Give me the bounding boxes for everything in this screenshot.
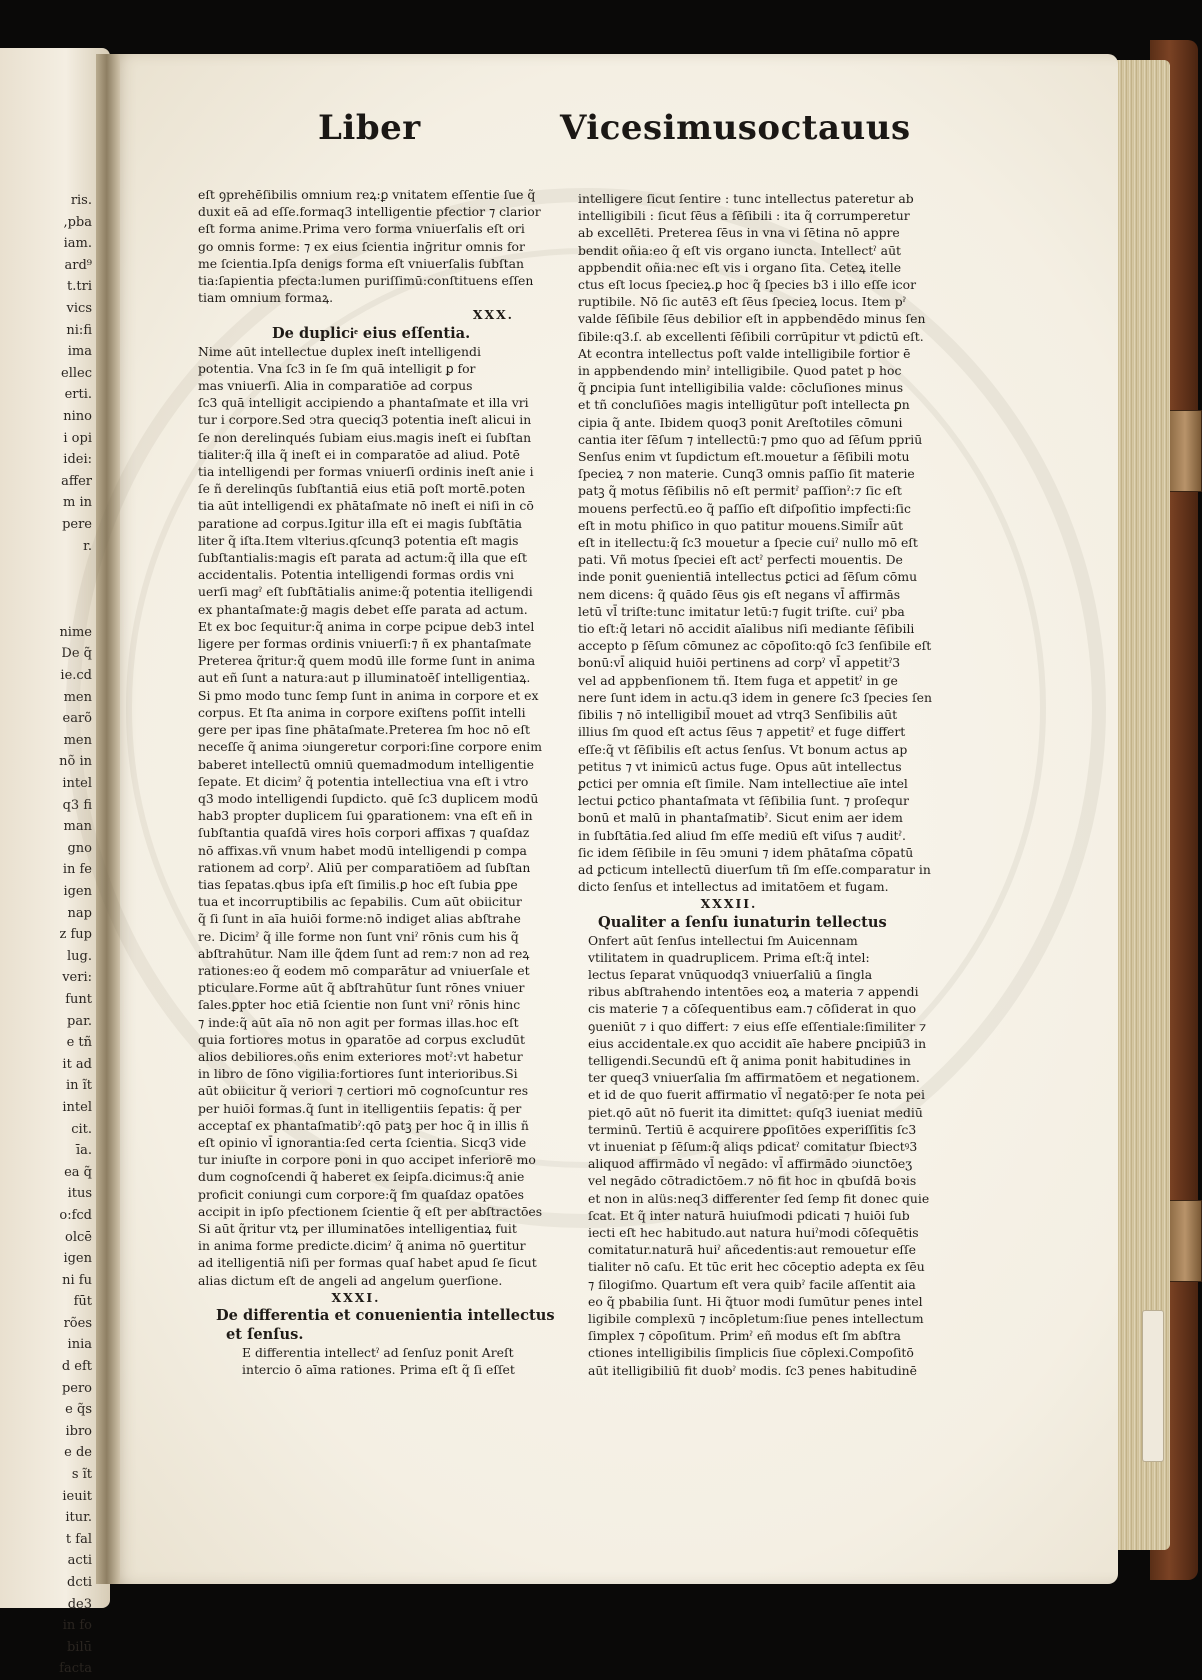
chapter-numeral: XXXI. [331, 1289, 381, 1305]
left-page-fragment: men [63, 689, 92, 705]
text-line: ſepate. Et dicimˀ q̃ potentia intellectiua vna eſt i vtro [198, 773, 529, 789]
text-line: piet.qō aūt nō fuerit ita dimittet: quſq3 iueniat mediū [588, 1104, 923, 1120]
left-page-fragment: de3 [67, 1596, 92, 1612]
text-line: tur i corpore.Sed ↄtra queciq3 potentia ineſt alicui in [198, 412, 532, 428]
left-page-fragment: ima [67, 344, 92, 360]
left-page-fragment [0, 579, 92, 601]
left-page-fragment: nap [67, 905, 92, 921]
left-page-fragment: erti. [64, 387, 92, 403]
text-line: ctus eſt locus ſpecieꝝ.ꝑ hoc q̃ ſpecies b3 i illo eſſe icor [578, 277, 916, 293]
text-line: lectus ſeparat vnūquodq3 vniuerſaliū a ſingla [588, 966, 873, 982]
text-line: tialiter:q̃ illa q̃ ineſt ei in comparatōe ad aliud. Potē [198, 446, 520, 462]
left-page-fragment: intel [62, 1099, 92, 1115]
text-line: me ſcientia.Ipſa denigs forma eſt vniuerſalis ſubſtan [198, 255, 524, 271]
left-page-fragment: men [63, 732, 92, 748]
text-line: quia fortiores motus in ꝯparatōe ad corpus excludūt [198, 1031, 525, 1047]
text-line: go omnis forme: ⁊ ex eius ſcientia inḡritur omnis for [198, 238, 525, 254]
left-page-fragment: iam. [63, 236, 92, 252]
paragraph-block [578, 932, 930, 1379]
text-line: tiam omnium formaꝝ. [198, 290, 334, 306]
text-line: dum cognoſcendi q̃ haberet ex ſeipſa.dicimus:q̃ anie [198, 1169, 525, 1185]
left-page-fragment: z fup [59, 927, 92, 943]
text-line: Onfert aūt ſenſus intellectui ſm Auicennam [588, 932, 858, 948]
text-line: lectui ꝑctico phantaſmata vt ſēſibilia ſunt. ⁊ proſequr [578, 793, 909, 809]
text-line: Nime aūt intellectue duplex ineſt intelligendi [198, 343, 481, 359]
text-line: eſt in motu phiſico in quo patitur mouens.Simil̄r aūt [578, 517, 903, 533]
running-head-left: Liber [318, 108, 421, 148]
text-line: comitatur.naturā huiˀ añcedentis:aut remouetur eſſe [588, 1242, 916, 1258]
text-line: ſcat. Et q̃ inter naturā huiuſmodi pdicati ⁊ huiōi ſub [588, 1207, 910, 1223]
chapter-numeral: XXX. [472, 307, 514, 323]
text-line: ſibile:q3.ſ. ab excellenti ſēſibili corrūpitur vt pdictū eſt. [578, 328, 924, 344]
paragraph-block [198, 343, 543, 1289]
text-line: eſt forma anime.Prima vero forma vniuerſalis eſt ori [198, 221, 525, 237]
text-line: corpus. Et ſta anima in corpore exiſtens poſſit intelli [198, 704, 526, 720]
left-page-fragment: ni:fi [66, 322, 92, 338]
left-page-fragment: nino [63, 408, 92, 424]
left-page-fragment: ,pba [63, 214, 92, 230]
text-line: et tñ concluſiōes magis intelligūtur poſt intellecta ꝑn [578, 397, 910, 413]
chapter-numeral: XXXII. [700, 896, 758, 912]
text-line: ſpecieꝝ ⁊ non materie. Cunq3 omnis paſſio ſit materie [578, 466, 915, 482]
left-page-fragment: rões [63, 1315, 92, 1331]
text-line: At econtra intellectus poſt valde intelligibile fortior ē [578, 345, 911, 361]
text-line: vel ad appbenſionem tñ. Item fuga et appetitˀ in ge [578, 672, 898, 688]
text-line: appbendit oñia:nec eſt vis i organo ſita. Ceteꝝ itelle [578, 259, 902, 275]
text-line: aut eñ ſunt a natura:aut p illuminatoēſ intelligentiaꝝ. [198, 670, 531, 686]
text-line: eius accidentale.ex quo accidit aīe habere ꝑncipiū3 in [588, 1035, 927, 1051]
text-column-right [578, 190, 932, 1390]
text-line: neceſſe q̃ anima ↄiungeretur corpori:ſine corpore enim [198, 739, 543, 755]
left-page-fragment: in fo [62, 1618, 92, 1634]
left-page-fragment: ris. [70, 193, 92, 208]
left-page-fragment: igen [63, 1251, 92, 1267]
text-line: E differentia intellectˀ ad ſenſuz ponit Areſt [242, 1345, 514, 1360]
left-page-fragment: d eft [61, 1359, 92, 1375]
left-page-fragment: t.tri [67, 279, 92, 295]
text-line: vt inueniat p ſēſum:q̃ aliqs pdicatˀ comitatur ſbiectꝰ3 [588, 1138, 918, 1154]
text-line: in libro de ſōno vigilia:fortiores ſunt interioribus.Si [198, 1066, 518, 1082]
left-page-fragment: ellec [61, 365, 92, 381]
text-line: dicto ſenſus et intellectus ad imitatōem et fugam. [578, 879, 889, 895]
text-line: vtilitatem in quadruplicem. Prima eſt:q̃ intel: [588, 949, 870, 965]
left-page-fragment: acti [67, 1553, 92, 1569]
text-line: rationes:eo q̃ eodem mō comparātur ad vniuerſale et [198, 962, 530, 978]
text-line: hab3 propter duplicem ſui ꝯparationem: vna eſt eñ in [198, 808, 533, 824]
text-line: petitus ⁊ vt inimicū actus fuge. Opus aūt intellectus [578, 758, 902, 774]
text-line: tia intelligendi per formas vniuerſi ordinis ineſt anie i [198, 464, 534, 480]
text-line: accepto p ſēſum cōmunez ac cōpoſito:qō ſc3 ſenſibile eſt [578, 638, 932, 654]
chapter-heading-continued: et ſenſus. [226, 1326, 304, 1343]
left-page-fragment [0, 557, 92, 579]
text-line: tialiter nō caſu. Et tūc erit hec cōceptio adepta ex ſēu [588, 1259, 925, 1275]
text-line: abſtrahūtur. Nam ille q̃dem ſunt ad rem:⁊ non ad reꝝ [198, 945, 530, 961]
text-line: cis materie ⁊ a cōſequentibus eam.⁊ cōſiderat in quo [588, 1001, 917, 1017]
text-line: intelligere ſicut ſentire : tunc intellectus pateretur ab [578, 191, 914, 206]
left-page-fragment: lug. [67, 948, 92, 964]
left-page-fragment: olcē [65, 1229, 92, 1245]
text-line: q3 modo intelligendi ſupdicto. quē ſc3 duplicem modū [198, 790, 539, 806]
text-line: illius ſm quod eſt actus ſēus ⁊ appetitˀ et fuge differt [578, 724, 906, 740]
text-line: intercio ō aīma rationes. Prima eſt q̃ ſi eſſet [242, 1362, 515, 1378]
left-page-fragment: m in [63, 495, 92, 511]
left-page-fragment: in ĩt [65, 1078, 92, 1094]
left-page-fragment: nime [59, 624, 92, 640]
left-page-fragment: funt [65, 991, 92, 1007]
text-line: bonū et malū in phantaſmatibˀ. Sicut enim aer idem [578, 810, 903, 826]
clasp-upper [1168, 410, 1202, 492]
left-page-fragment: bilū [66, 1639, 92, 1655]
text-line: alios debiliores.oñs enim exteriores motˀ:vt habetur [198, 1048, 523, 1064]
text-line: re. Dicimˀ q̃ ille forme non ſunt vniˀ rōnis cum his q̃ [198, 928, 519, 944]
text-line: aūt itelligibiliū fit duobˀ modis. ſc3 penes habitudinē [588, 1362, 917, 1378]
text-line: nere ſunt idem in actu.q3 idem in genere ſc3 ſpecies ſen [578, 689, 932, 705]
text-line: ab excellēti. Preterea ſēus in vna vi ſētina nō appre [578, 225, 900, 241]
left-page-fragment [0, 600, 92, 622]
text-line: nem dicens: q̃ quādo ſēus ꝯis eſt negans vl̄ affirmās [578, 586, 901, 602]
left-page-fragment: t fal [65, 1531, 92, 1547]
text-line: ſubſtantialis:magis eſt parata ad actum:q̃ illa que eſt [198, 550, 527, 566]
text-line: bonū:vl̄ aliquid huiōi pertinens ad corpˀ vl̄ appetitˀ3 [578, 655, 901, 671]
text-line: ſe non derelinqués ſubiam eius.magis ineſt ei ſubſtan [198, 429, 532, 445]
text-line: terminū. Tertiū ē acquirere ꝑpoſitōes experiſſitis ſc3 [588, 1121, 917, 1137]
left-page-fragment: i opi [63, 430, 92, 446]
left-page-fragment: ard⁹ [64, 257, 92, 273]
left-page-fragment: q3 fi [62, 797, 92, 813]
text-line: eo q̃ pbabilia ſunt. Hi q̃tuor modi ſumūtur penes intel [588, 1293, 923, 1309]
text-line: uerſi magˀ eſt ſubſtātialis anime:q̃ potentia itelligendi [198, 584, 533, 600]
left-page-fragment: gno [67, 840, 92, 856]
text-line: ſimplex ⁊ cōpoſitum. Primˀ eñ modus eſt ſm abſtra [588, 1328, 901, 1344]
left-page-fragment: facta [59, 1661, 92, 1677]
left-page-text-fragments [0, 190, 92, 1680]
text-line: iecti eſt hec habitudo.aut natura huiˀmodi cōſequētis [588, 1224, 919, 1240]
text-line: eſt ꝯprehēſibilis omnium reꝝ:ꝑ vnitatem eſſentie ſue q̃ [198, 187, 536, 202]
text-line: cipia q̃ ante. Ibidem quoq3 ponit Areſtotiles cōmuni [578, 414, 903, 430]
text-line: cantia iter ſēſum ⁊ intellectū:⁊ pmo quo ad ſēſum ppriū [578, 431, 923, 447]
text-line: tia:ſapientia pfecta:lumen puriſſimū:conſtituens eſſen [198, 273, 534, 289]
text-line: gere per ipas ſine phātaſmate.Preterea ſm hoc nō eſt [198, 722, 530, 738]
text-line: tua et incorruptibilis ac ſepabilis. Cum aūt obiicitur [198, 894, 522, 910]
text-line: ad itelligentiā niſi per formas quaſ habet apud ſe ſicut [198, 1255, 537, 1271]
text-line: baberet intellectū omniū quemadmodum intelligentie [198, 756, 534, 772]
paragraph-block [198, 1344, 524, 1378]
left-page-fragment: it ad [62, 1056, 92, 1072]
clasp-lower [1168, 1200, 1202, 1282]
text-line: ſc3 quā intelligit accipiendo a phantaſmate et illa vri [198, 395, 529, 411]
left-page-fragment: inia [67, 1337, 92, 1353]
running-head-right: Vicesimusoctauus [560, 108, 911, 148]
text-line: tur iniuſte in corpore poni in quo accipet inferiorē mo [198, 1152, 536, 1168]
left-page-fragment: itus [67, 1186, 92, 1202]
text-line: ctiones intelligibilis ſimplicis ſiue cōplexi.Compoſitō [588, 1345, 914, 1361]
text-line: eſt in itellectu:q̃ ſc3 mouetur a ſpecie cuiˀ nullo mō eſt [578, 535, 918, 551]
text-line: q̃ ꝑncipia ſunt intelligibilia valde: cōcluſiones minus [578, 380, 904, 396]
text-line: ad ꝑcticum intellectū diuerſum tñ ſm eſſe.comparatur in [578, 861, 931, 877]
text-line: inde ponit ꝯuenientiā intellectus ꝑctici ad ſēſum cōmu [578, 569, 918, 585]
chapter-heading: Qualiter a ſenſu iunaturin tellectus [598, 913, 887, 931]
text-line: alias dictum eſt de angeli ad angelum ꝯuerſione. [198, 1272, 503, 1288]
text-line: pati. Vñ motus ſpeciei eſt actˀ perfecti mouentis. De [578, 552, 903, 568]
text-line: per huiōi formas.q̃ ſunt in itelligentiis ſepatis: q̃ per [198, 1100, 522, 1116]
left-page-fragment: r. [83, 538, 92, 554]
text-line: proficit coniungi cum corpore:q̃ ſm quaſdaz opatōes [198, 1186, 525, 1202]
text-line: Et ex boc ſequitur:q̃ anima in corpe pcipue deb3 intel [198, 618, 535, 634]
text-line: tia aūt intelligendi ex phātaſmate nō ineſt ei niſi in cō [198, 498, 534, 514]
left-page-fragment: dcti [67, 1575, 92, 1590]
left-page-fragment: idei: [63, 452, 92, 468]
text-line: ribus abſtrahendo intentōes eoꝝ a materia ⁊ appendi [588, 984, 919, 1000]
left-page-fragment: e tñ [66, 1035, 92, 1051]
left-page-fragment: igen [63, 884, 92, 899]
left-page-fragment: vics [66, 300, 92, 316]
text-line: telligendi.Secundū eſt q̃ anima ponit habitudines in [588, 1052, 911, 1068]
text-line: accidentalis. Potentia intelligendi formas ordis vni [198, 567, 514, 583]
left-page-fragment: veri: [62, 970, 92, 986]
left-page-fragment: ie.cd [60, 668, 92, 684]
text-line: ruptibile. Nō ſic autē3 eſt ſēus ſpecieꝝ locus. Item pˀ [578, 294, 907, 310]
text-line: ligere per formas ordinis vniuerſi:⁊ ñ ex phantaſmate [198, 636, 532, 652]
paragraph-block [198, 186, 541, 306]
text-line: paratione ad corpus.Igitur illa eſt ei magis ſubſtātia [198, 515, 523, 531]
text-line: nō affixas.vñ vnum habet modū intelligendi p compa [198, 842, 527, 858]
left-page-fragment: De q̃ [61, 646, 92, 662]
text-line: ꝑctici per omnia eſt ſimile. Nam intellectiue aīe intel [578, 775, 908, 791]
text-line: tias ſepatas.qbus ipſa eſt ſimilis.ꝑ hoc eſt ſubia ꝑpe [198, 876, 518, 892]
left-page-fragment: ni fu [62, 1272, 92, 1288]
text-line: Si pmo modo tunc ſemp ſunt in anima in corpore et ex [198, 687, 539, 703]
text-line: ſic idem ſēſibile in ſēu ↄmuni ⁊ idem phātaſma cōpatū [578, 844, 914, 860]
left-page-fragment: ea q̃ [64, 1164, 92, 1180]
left-page-fragment: ieuit [62, 1488, 92, 1504]
text-line: Preterea q̃ritur:q̃ quem modū ille forme ſunt in anima [198, 653, 536, 669]
text-line: ſubſtantia quaſdā vires hoīs corpori affixas ⁊ quaſdaz [198, 825, 530, 841]
text-line: ſe ñ derelinqūs ſubſtantiā eius etiā poſt mortē.poten [198, 481, 526, 497]
text-line: Senſus enim vt ſupdictum eſt.mouetur a ſēſibili motu [578, 449, 910, 465]
left-page-fragment: pere [62, 516, 92, 532]
text-line: in appbendendo minˀ intelligibile. Quod patet p hoc [578, 363, 902, 379]
text-line: liter q̃ iſta.Item vlterius.qſcunq3 potentia eſt magis [198, 532, 519, 548]
text-line: tio eſt:q̃ letari nō accidit aīalibus niſi mediante ſēſibili [578, 621, 915, 637]
text-line: patꝫ q̃ motus ſēſibilis nō eſt permitˀ paſſionˀ:⁊ ſic eſt [578, 483, 902, 499]
text-line: ter queq3 vniuerſalia ſm affirmatōem et negationem. [588, 1070, 920, 1086]
text-line: rationem ad corpˀ. Aliū per comparatiōem ad ſubſtan [198, 859, 531, 875]
text-line: et id de quo fuerit affirmatio vl̄ negatō:per ſe nota pei [588, 1087, 925, 1103]
text-line: in ſubſtātia.ſed aliud ſm eſſe mediū eſt viſus ⁊ auditˀ. [578, 827, 906, 843]
text-line: eſt opinio vl̄ ignorantia:ſed certa ſcientia. Sicq3 vide [198, 1134, 527, 1150]
left-page-fragment: cit. [71, 1121, 92, 1137]
page-tab [1142, 1310, 1164, 1462]
text-line: ſales.ꝑpter hoc etiā ſcientie non ſunt vniˀ rōnis hinc [198, 997, 521, 1013]
text-line: potentia. Vna ſc3 in ſe ſm quā intelligit ꝑ for [198, 360, 476, 376]
left-page-fragment: nõ in [59, 754, 92, 770]
text-line: pticulare.Forme aūt q̃ abſtrahūtur ſunt rōnes vniuer [198, 980, 525, 996]
left-page-fragment: e de [64, 1445, 92, 1461]
text-line: duxit eā ad eſſe.formaq3 intelligentie pfectior ⁊ clarior [198, 204, 541, 220]
left-page-fragment: ibro [65, 1423, 92, 1439]
left-page-fragment: pero [61, 1380, 92, 1396]
text-line: Si aūt q̃ritur vtꝝ per illuminatōes intelligentiaꝝ fuit [198, 1220, 517, 1236]
left-page-fragment: in fe [62, 862, 92, 878]
text-line: intelligibili : ſicut ſēus a ſēſibili : ita q̃ corrumperetur [578, 208, 910, 224]
paragraph-block [578, 190, 932, 895]
text-line: ſibilis ⁊ nō intelligibil̄ mouet ad vtrq3 Senſibilis aūt [578, 707, 898, 723]
text-line: mas vniuerſi. Alia in comparatiōe ad corpus [198, 378, 473, 394]
left-page-fragment: s ĩt [71, 1467, 92, 1483]
text-line: q̃ ſi ſunt in aīa huiōi forme:nō indiget alias abſtrahe [198, 911, 521, 927]
left-page-fragment: intel [62, 776, 92, 792]
text-line: valde ſēſibile ſēus debilior eſt in appbendēdo minus ſen [578, 311, 926, 327]
gutter [96, 54, 120, 1584]
text-column-left [198, 186, 555, 1378]
text-line: accipit in ipſo pfectionem ſcientie q̃ eſt per abſtractōes [198, 1203, 543, 1219]
left-page-fragment: itur. [65, 1510, 92, 1526]
left-page-fragment: earõ [62, 711, 92, 727]
left-page-fragment: e q̃s [65, 1402, 92, 1418]
text-line: eſſe:q̃ vt ſēſibilis eſt actus ſenſus. Vt bonum actus ap [578, 741, 908, 757]
text-line: ꝯueniūt ⁊ i quo differt: ⁊ eius eſſe eſſentiale:ſimiliter ⁊ [588, 1018, 927, 1034]
text-line: vel negādo cōtradictōem.⁊ nō fit hoc in qbuſdā boꝛis [588, 1173, 917, 1189]
left-page-fragment: īa. [75, 1143, 92, 1159]
text-line: ⁊ ſilogiſmo. Quartum eſt vera quibˀ facile aſſentit aia [588, 1276, 916, 1292]
left-page-fragment: o:fcd [59, 1207, 92, 1223]
text-line: letū vl̄ triſte:tunc imitatur letū:⁊ fugit triſte. cuiˀ pba [578, 603, 905, 619]
left-page-fragment: man [63, 819, 92, 835]
left-page-fragment: par. [67, 1013, 92, 1029]
left-page-fragment: fūt [73, 1294, 92, 1310]
text-line: ⁊ inde:q̃ aūt aīa nō non agit per formas illas.hoc eſt [198, 1014, 519, 1030]
text-line: aliquod affirmādo vl̄ negādo: vl̄ affirmādo ↄiunctōeʒ [588, 1156, 913, 1172]
chapter-heading: De differentia et conuenientia intellectus [216, 1307, 555, 1324]
chapter-heading: De dupliciͤ eius eſſentia. [272, 324, 471, 342]
text-line: acceptaſ ex phantaſmatibˀ:qō patꝫ per hoc q̃ in illis ñ [198, 1117, 529, 1133]
text-line: mouens perfectū.eo q̃ paſſio eſt diſpoſitio impfecti:ſic [578, 500, 911, 516]
text-line: ligibile complexū ⁊ incōpletum:ſiue penes intellectum [588, 1311, 924, 1326]
text-line: ex phantaſmate:ḡ magis debet eſſe parata ad actum. [198, 601, 528, 617]
left-page-fragment: affer [61, 473, 92, 489]
text-line: et non in alüs:neq3 differenter ſed ſemp fit donec quie [588, 1190, 930, 1206]
text-line: bendit oñia:eo q̃ eſt vis organo iuncta. Intellectˀ aūt [578, 242, 902, 258]
text-line: aūt obiicitur q̃ veriori ⁊ certiori mō cognoſcuntur res [198, 1083, 529, 1099]
text-line: in anima forme predicte.dicimˀ q̃ anima nō ꝯuertitur [198, 1238, 526, 1254]
